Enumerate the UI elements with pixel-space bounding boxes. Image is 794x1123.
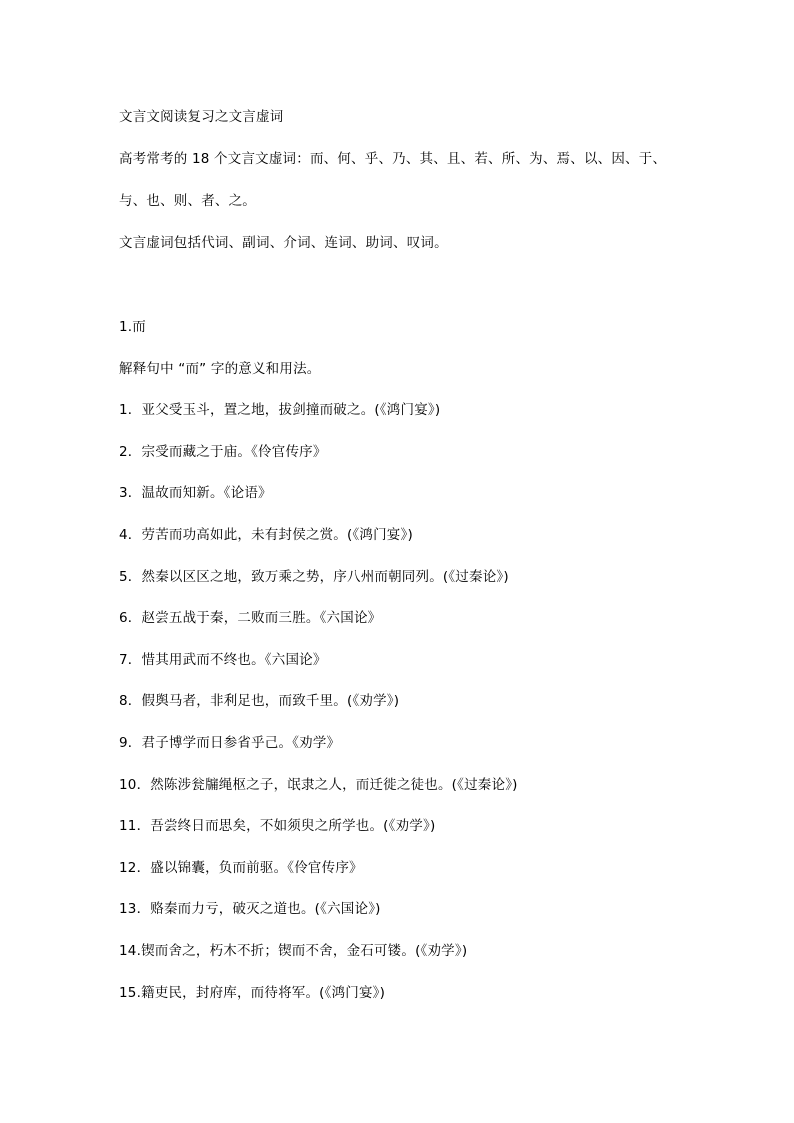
list-item: 6．赵尝五战于秦，二败而三胜。《六国论》 (119, 610, 382, 626)
list-item: 13．赂秦而力亏，破灭之道也。(《六国论》) (119, 901, 381, 917)
list-item: 11．吾尝终日而思矣，不如须臾之所学也。(《劝学》) (119, 818, 436, 834)
instruction-text: 解释句中 “而” 字的意义和用法。 (119, 361, 321, 377)
intro-paragraph-line-1: 高考常考的 18 个文言文虚词：而、何、乎、乃、其、且、若、所、为、焉、以、因、于、 (119, 151, 667, 167)
intro-paragraph-line-3: 文言虚词包括代词、副词、介词、连词、助词、叹词。 (119, 235, 448, 251)
list-item: 2．宗受而藏之于庙。《伶官传序》 (119, 444, 327, 460)
list-item: 12．盛以锦囊，负而前驱。《伶官传序》 (119, 860, 363, 876)
list-item: 5．然秦以区区之地，致万乘之势，序八州而朝同列。(《过秦论》) (119, 569, 509, 585)
list-item: 1．亚父受玉斗，置之地，拔剑撞而破之。(《鸿门宴》) (119, 402, 441, 418)
intro-paragraph-line-2: 与、也、则、者、之。 (119, 193, 256, 209)
section-heading: 1.而 (119, 319, 146, 335)
list-item: 3．温故而知新。《论语》 (119, 485, 272, 501)
list-item: 14.锲而舍之，朽木不折；锲而不舍，金石可镂。(《劝学》) (119, 943, 468, 959)
list-item: 15.籍吏民，封府库，而待将军。(《鸿门宴》) (119, 985, 386, 1001)
list-item: 7．惜其用武而不终也。《六国论》 (119, 652, 327, 668)
document-title: 文言文阅读复习之文言虚词 (119, 109, 284, 125)
list-item: 9．君子博学而日参省乎己。《劝学》 (119, 735, 341, 751)
list-item: 8．假舆马者，非利足也，而致千里。(《劝学》) (119, 693, 400, 709)
list-item: 10．然陈涉瓮牖绳枢之子，氓隶之人，而迁徙之徒也。(《过秦论》) (119, 777, 518, 793)
list-item: 4．劳苦而功高如此，未有封侯之赏。(《鸿门宴》) (119, 527, 413, 543)
